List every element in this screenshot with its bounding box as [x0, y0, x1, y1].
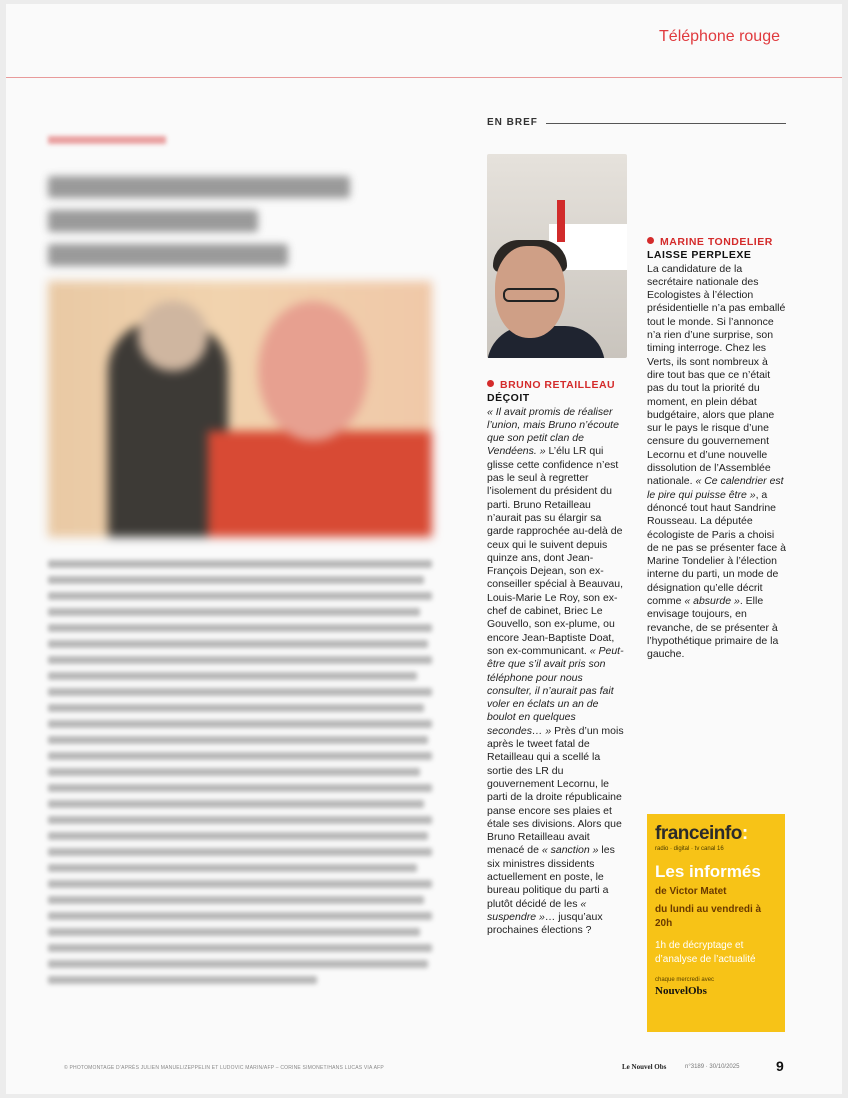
story-tondelier-subhead: LAISSE PERPLEXE [647, 249, 752, 262]
blurred-headline-line [48, 244, 288, 266]
blurred-photomontage [48, 281, 432, 537]
header-rule [6, 77, 842, 78]
story-tondelier-body: La candidature de la secrétaire nationale des Ecologistes à l’élection présidentielle n’a pas emballé tout le monde. Si l’annonce n’a rien d’une surprise, son timing interroge. Chez les Verts, ils sont nombreux à dire tout bas que ce n’était pas du tout la priorité du moment, en plein débat budgétaire, alors que plane sur le pays le risque d’une censure du gouvernement Lecornu et d’une nouvelle dissolution de l’Assemblée nationale. « Ce calendrier est le pire qui puisse être », a dénoncé tout haut Sandrine Rousseau. La députée écologiste de Paris a choisi de ne pas se présenter face à Marine Tondelier à l’élection interne du parti, un mode de désignation qu’elle décrit comme « absurde ». Elle envisage toujours, en revanche, de se présenter à l’hypothétique primaire de la gauche. [647, 262, 786, 661]
page-number: 9 [776, 1058, 784, 1074]
blurred-body-text [48, 560, 432, 992]
story-retailleau [487, 379, 627, 937]
story-tondelier-head: MARINE TONDELIER [647, 236, 787, 249]
blurred-headline-line [48, 210, 258, 232]
blurred-headline-line [48, 176, 350, 198]
ad-tagline: radio · digital · tv canal 16 [655, 846, 724, 852]
franceinfo-logo: franceinfo: [655, 823, 748, 844]
publication-name: Le Nouvel Obs [622, 1063, 667, 1071]
story-retailleau-subhead: DÉÇOIT [487, 392, 530, 405]
portrait-photo [487, 154, 627, 358]
bullet-dot-icon [647, 237, 654, 244]
ad-every: chaque mercredi avec [655, 977, 715, 983]
ad-title: Les informés [655, 862, 761, 881]
ad-schedule: du lundi au vendredi à 20h [655, 904, 762, 929]
story-tondelier [647, 236, 787, 662]
magazine-page [6, 4, 842, 1094]
franceinfo-ad[interactable] [647, 814, 785, 1032]
issue-info: n°3189 · 30/10/2025 [685, 1064, 740, 1070]
en-bref-label: EN BREF [487, 117, 546, 128]
section-rubric: Téléphone rouge [659, 28, 780, 45]
en-bref-header [487, 117, 786, 131]
blurred-kicker [48, 136, 166, 144]
photo-credit: © PHOTOMONTAGE D’APRÈS JULIEN MANUEL/ZEPPELIN ET LUDOVIC MARIN/AFP – CORINE SIMONET/HANS LUCAS VIA AFP [64, 1065, 384, 1071]
story-retailleau-head: BRUNO RETAILLEAU [487, 379, 627, 392]
bullet-dot-icon [487, 380, 494, 387]
ad-host: de Victor Matet [655, 886, 727, 897]
nouvelobs-logo: NouvelObs [655, 985, 707, 997]
ad-description: 1h de décryptage et d’analyse de l’actualité [655, 940, 756, 965]
story-retailleau-body: « Il avait promis de réaliser l’union, mais Bruno n’écoute que son petit clan de Vendéens. » L’élu LR qui glisse cette confidence n’est pas le seul à regretter l’isolement du président du parti. Bruno Retailleau n’aurait pas su élargir sa garde rapprochée au-delà de ceux qui le suivent depuis quinze ans, dont Jean-François Dejean, son ex-conseiller spécial à Beauvau, Louis-Marie Le Roy, son ex-chef de cabinet, Briec Le Gouvello, son ex-plume, ou encore Jean-Baptiste Doat, son ex-communicant. « Peut-être que s’il avait pris son téléphone pour nous consulter, il n’aurait pas fait voler en éclats un an de boulot en quelques secondes… » Près d’un mois après le tweet fatal de Retailleau qui a scellé la sortie des LR du gouvernement Lecornu, le parti de la droite républicaine panse encore ses plaies et étale ses divisions. Alors que Bruno Retailleau avait menacé de « sanction » les six ministres dissidents actuellement en poste, le bureau politique du parti a plutôt décidé de les « suspendre »… jusqu’aux prochaines élections ? [487, 405, 624, 937]
